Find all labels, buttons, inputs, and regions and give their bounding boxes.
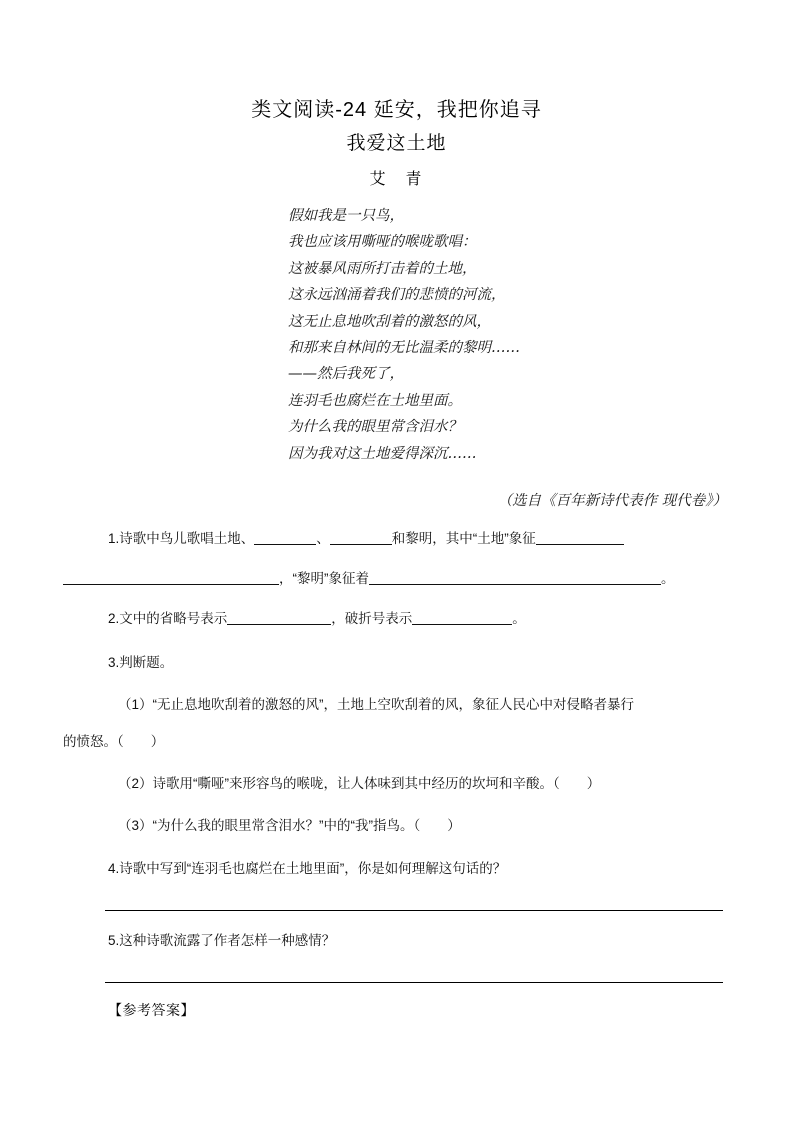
answer-rule-q4[interactable] (105, 910, 723, 911)
question-4-stem: 4.诗歌中写到“连羽毛也腐烂在土地里面”，你是如何理解这句话的？ (108, 861, 507, 876)
question-1-line-1 (108, 528, 624, 550)
poem-source: （选自《百年新诗代表作 现代卷》） (497, 493, 727, 509)
question-3-item-2[interactable]: （2）诗歌用“嘶哑”来形容鸟的喉咙，让人体味到其中经历的坎坷和辛酸。（ ） (118, 776, 601, 791)
question-1-line-2 (63, 568, 675, 590)
poem-line: 这被暴风雨所打击着的土地， (288, 260, 477, 277)
q1-text-b: 、 (316, 531, 330, 546)
question-3-item-1-line-2[interactable]: 的愤怒。（ ） (63, 734, 165, 749)
poem-line: ——然后我死了， (288, 366, 404, 383)
question-3-item-1-line-1: （1）“无止息地吹刮着的激怒的风”，土地上空吹刮着的风，象征人民心中对侵略者暴行 (118, 697, 634, 712)
q1-blank-2[interactable] (330, 530, 392, 545)
page-title: 类文阅读-24 延安，我把你追寻 (251, 99, 542, 121)
q2-text-c: 。 (512, 611, 526, 626)
poem-line: 连羽毛也腐烂在土地里面。 (288, 392, 462, 409)
q1-blank-1[interactable] (254, 530, 316, 545)
question-5-stem: 5.这种诗歌流露了作者怎样一种感情？ (108, 933, 336, 948)
q1-text-c: 和黎明，其中“土地”象征 (391, 531, 536, 546)
poem-line: 和那来自林间的无比温柔的黎明…… (288, 339, 520, 356)
poem-line: 这无止息地吹刮着的激怒的风， (288, 313, 491, 330)
q1-blank-3[interactable] (536, 530, 624, 545)
question-3-item-3[interactable]: （3）“为什么我的眼里常含泪水？”中的“我”指鸟。（ ） (118, 818, 461, 833)
q2-blank-2[interactable] (412, 610, 512, 625)
poem-line: 假如我是一只鸟， (288, 208, 404, 224)
question-3-stem: 3.判断题。 (108, 655, 174, 670)
q2-text-a: 2.文中的省略号表示 (108, 611, 228, 626)
q1-blank-4[interactable] (63, 570, 279, 585)
q2-blank-1[interactable] (227, 610, 331, 625)
q1-text-e: 。 (661, 571, 675, 586)
question-2 (108, 608, 526, 630)
poem-title: 我爱这土地 (346, 133, 447, 154)
poem-line: 我也应该用嘶哑的喉咙歌唱： (288, 234, 477, 251)
poem-line: 这永远汹涌着我们的悲愤的河流， (288, 287, 506, 304)
poem-body (288, 203, 718, 467)
answer-key-heading: 【参考答案】 (108, 1002, 195, 1018)
q2-text-b: ，破折号表示 (331, 611, 413, 626)
q1-blank-5[interactable] (369, 570, 661, 585)
poem-author: 艾 青 (369, 171, 424, 188)
poem-line: 为什么我的眼里常含泪水？ (288, 419, 462, 436)
answer-rule-q5[interactable] (105, 982, 723, 983)
q1-text-d: ，“黎明”象征着 (279, 571, 369, 586)
q1-text-a: 1.诗歌中鸟儿歌唱土地、 (108, 531, 255, 546)
poem-line: 因为我对这土地爱得深沉…… (288, 445, 477, 462)
